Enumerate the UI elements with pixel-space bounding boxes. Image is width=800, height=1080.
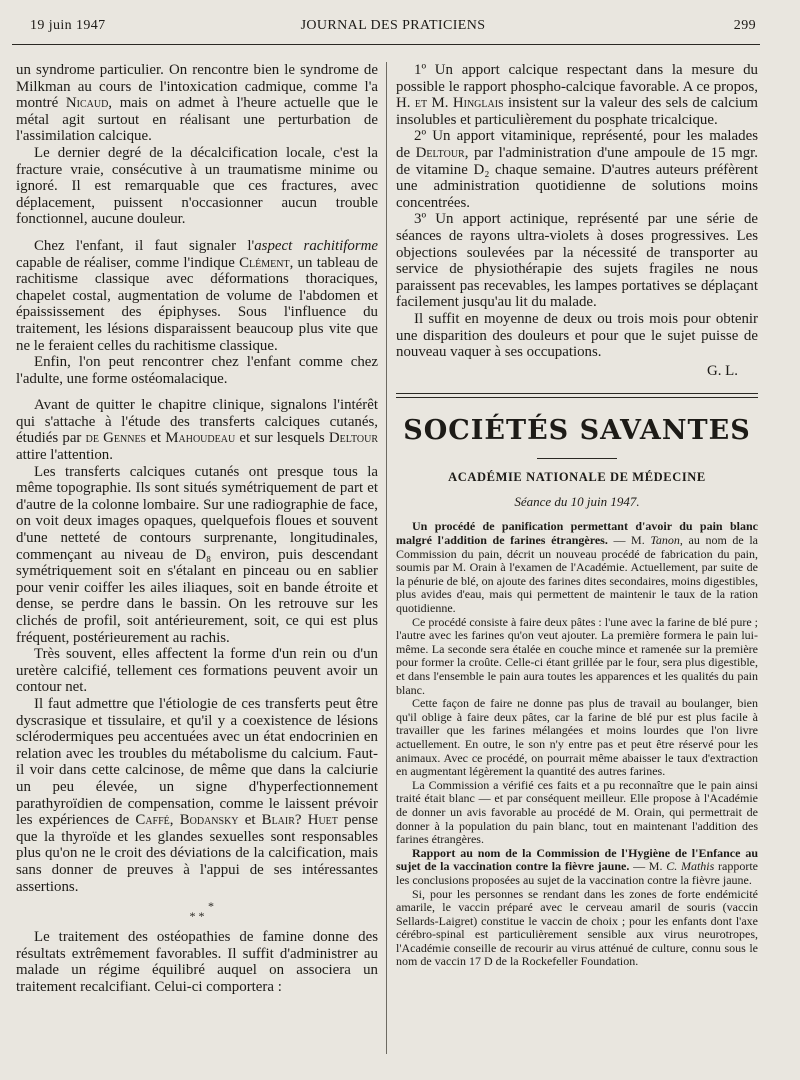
paragraph: Il suffit en moyenne de deux ou trois mois pour obtenir une disparition des douleurs et pour que le sujet puisse de nouveau vaquer à ses occupations. xyxy=(396,310,758,361)
paragraph: Si, pour les personnes se rendant dans les zones de forte endémicité amarile, le vaccin préparé avec le cerveau amaril de souris (vaccin Sellards-Laigret) constitue le vaccin de choix ; pour les enfants dont l'axe cérébro-spinal est particulièrement sensible aux virus neurotropes, l'Académie conseille de recourir au virus atténué de culture, connu sous le nom de vaccin 17 D de la Rockefeller Foundation. xyxy=(396,886,758,969)
section-title: SOCIÉTÉS SAVANTES xyxy=(403,415,751,447)
author-name: de Gennes xyxy=(85,430,147,447)
author-name: Nicaud xyxy=(65,95,109,112)
report-title: Rapport au nom de la Commission de l'Hygiène de l'Enfance au sujet de la vaccination contre la fièvre jaune. xyxy=(396,845,758,874)
short-rule xyxy=(537,458,617,459)
author-name: Caffé xyxy=(135,812,170,829)
paragraph: Enfin, l'on peut rencontrer chez l'enfant comme chez l'adulte, une forme ostéomalacique. xyxy=(16,354,378,387)
paragraph: un syndrome particulier. On rencontre bien le syndrome de Milkman au cours de l'intoxication cadmique, comme l'a montré Nicaud, mais on admet à l'heure actuelle que le métal agit surtout en réalisant une perturbation de l'assimilation calcique. xyxy=(16,62,378,145)
journal-title: JOURNAL DES PRATICIENS xyxy=(300,18,486,33)
right-column xyxy=(396,62,758,1054)
session-date: Séance du 10 juin 1947. xyxy=(514,493,640,509)
paragraph: Le traitement des ostéopathies de famine donne des résultats extrêmement favorables. Il suffit d'administrer au malade un régime équilibré auquel on associera un traitement recalcifiant. Celui-ci comportera : xyxy=(16,929,378,995)
paragraph: La Commission a vérifié ces faits et a pu reconnaître que le pain ainsi traité était blanc — et par conséquent meilleur. Elle propose à l'Académie de donner un avis favorable au procédé de M. Orain, qui permettrait de donner à la population du pain blanc, tout en maintenant l'addition des farines étrangères. xyxy=(396,777,758,847)
paragraph: Il faut admettre que l'étiologie de ces transferts peut être dyscrasique et tissulaire, et qu'il y a coexistence de lésions sclérodermiques peu accentuées avec un état endocrinien en relation avec les troubles du métabolisme du calcium. Faut-il voir dans cette calcinose, de même que dans la calciurie un peu élevée, un signe d'hyperfectionnement parathyroïdien de compensation, comme le laissent prévoir les expériences de Caffé, Bodansky et Blair? Huet pense que la thyroïde et les glandes sexuelles sont responsables plus qu'on ne le croit des déviations de la calcification, mais sans donner de preuves à l'appui de ses intéressantes assertions. xyxy=(16,695,378,895)
header-rule xyxy=(12,44,760,45)
author-name: C. Mathis xyxy=(666,859,715,874)
page-number: 299 xyxy=(733,18,756,33)
section-asterism: * * * xyxy=(189,899,214,924)
paragraph: Très souvent, elles affectent la forme d'un rein ou d'un uretère calcifié, tellement ces formations peuvent avoir un contour net. xyxy=(16,646,378,696)
paragraph: Le dernier degré de la décalcification locale, c'est la fracture vraie, consécutive à un traumatisme minime ou ignoré. Il est remarquable que ces fractures, avec déplacement, puissent n'occasionner aucun trouble fonctionnel, aucune douleur. xyxy=(16,144,378,228)
report-title: Un procédé de panification permettant d'avoir du pain blanc malgré l'addition de farines étrangères. xyxy=(396,519,758,548)
author-name: Bodansky xyxy=(179,812,239,829)
author-name: Clément xyxy=(239,254,290,271)
paragraph: Chez l'enfant, il faut signaler l'aspect rachitiforme capable de réaliser, comme l'indique Clément, un tableau de rachitisme classique avec déformations thoraciques, chapelet costal, augmentation de volume de l'abdomen et épaississement des épiphyses. Sous l'influence du traitement, les lésions disparaissent beaucoup plus vite que ne le feraient celles du rachitisme classique. xyxy=(16,237,378,354)
paragraph: 3º Un apport actinique, représenté par une série de séances de rayons ultra-violets à doses progressives. Les objections soulevées par la nécessité de transporter au service de physiothérapie des sujets fragiles ne nous paraissent pas recevables, les lampes portatives se déplaçant facilement jusqu'au lit du malade. xyxy=(396,211,758,311)
session-report xyxy=(396,520,758,969)
paragraph: Avant de quitter le chapitre clinique, signalons l'intérêt qui s'attache à l'étude des transferts calciques cutanés, étudiés par de Gennes et Mahoudeau et sur lesquels Deltour attire l'attention. xyxy=(16,397,378,464)
paragraph: Rapport au nom de la Commission de l'Hygiène de l'Enfance au sujet de la vaccination contre la fièvre jaune. — M. C. Mathis rapporte les conclusions proposées au sujet de la vaccination contre la fièvre jaune. xyxy=(396,845,758,887)
author-name: Huet xyxy=(307,812,338,829)
paragraph: Un procédé de panification permettant d'avoir du pain blanc malgré l'addition de farines étrangères. — M. Tanon, au nom de la Commission du pain, décrit un nouveau procédé de fabrication du pain, soumis par M. Orain à l'examen de l'Académie. Actuellement, par suite de la pénurie de blé, on ajoute des farines dites secondaires, moins digestibles, plus avides d'eau, mais qui permettent de maintenir le taux de la ration quotidienne. xyxy=(396,519,758,616)
left-column xyxy=(16,62,378,1054)
header-date: 19 juin 1947 xyxy=(30,18,106,33)
paragraph: Cette façon de faire ne donne pas plus de travail au boulanger, bien qu'il oblige à faire deux pâtes, car la farine de blé pur est plus facile à travailler que les farines mélangées et moins lourdes que l'on livre actuellement. En outre, le son n'y entre pas et peut être réservé pour les animaux. Avec ce procédé, on pourrait même abaisser le taux d'extraction en augmentant légèrement la quantité des autres farines. xyxy=(396,696,758,779)
paragraph: Les transferts calciques cutanés ont presque tous la même topographie. Ils sont situés symétriquement de part et d'autre de la colonne lombaire. Sur une radiographie de face, on voit deux images opaques, quelquefois floues et souvent d'une netteté de contours surprenante, longitudinales, commençant au niveau de D₈ environ, puis descendant symétriquement soit en s'étalant en pinceau ou en sablier pour venir coiffer les ailes iliaques, soit en bande étroite et dense, se perdre dans le bassin. On les retrouve sur les clichés de profil, soit antérieurement, soit, ce qui est plus fréquent, postérieurement au rachis. xyxy=(16,463,378,646)
author-name: Mahoudeau xyxy=(165,430,236,447)
academy-heading: ACADÉMIE NATIONALE DE MÉDECINE xyxy=(448,470,706,485)
section-rule xyxy=(396,393,758,398)
author-name: H. et M. Hinglais xyxy=(396,95,504,112)
paragraph: Ce procédé consiste à faire deux pâtes : l'une avec la farine de blé pure ; l'autre avec les farines qu'on veut ajouter. La première formera le pain lui-même. La seconde sera étalée en couche mince et ramenée sur la première pour former la croûte. Celle-ci étant grillée par le four, sera plus digestible, et dans l'ensemble le pain aura toutes les apparences et les qualités du pain blanc. xyxy=(396,614,758,697)
running-header xyxy=(30,18,756,40)
author-name: Deltour xyxy=(328,430,378,447)
column-divider xyxy=(386,62,387,1054)
author-name: Tanon xyxy=(650,533,680,548)
paragraph: 1º Un apport calcique respectant dans la mesure du possible le rapport phospho-calcique favorable. A ce propos, H. et M. Hinglais insistent sur la valeur des sels de calcium insolubles et particulièrement du posphate tricalcique. xyxy=(396,62,758,128)
author-name: Blair xyxy=(261,812,295,829)
paragraph: 2º Un apport vitaminique, représenté, pour les malades de Deltour, par l'administration d'une ampoule de 15 mgr. de vitamine D₂ chaque semaine. D'autres auteurs préfèrent une administration quotidienne de solutions moins concentrées. xyxy=(396,128,758,211)
author-name: Deltour xyxy=(415,144,465,161)
article-signature: G. L. xyxy=(706,362,738,379)
